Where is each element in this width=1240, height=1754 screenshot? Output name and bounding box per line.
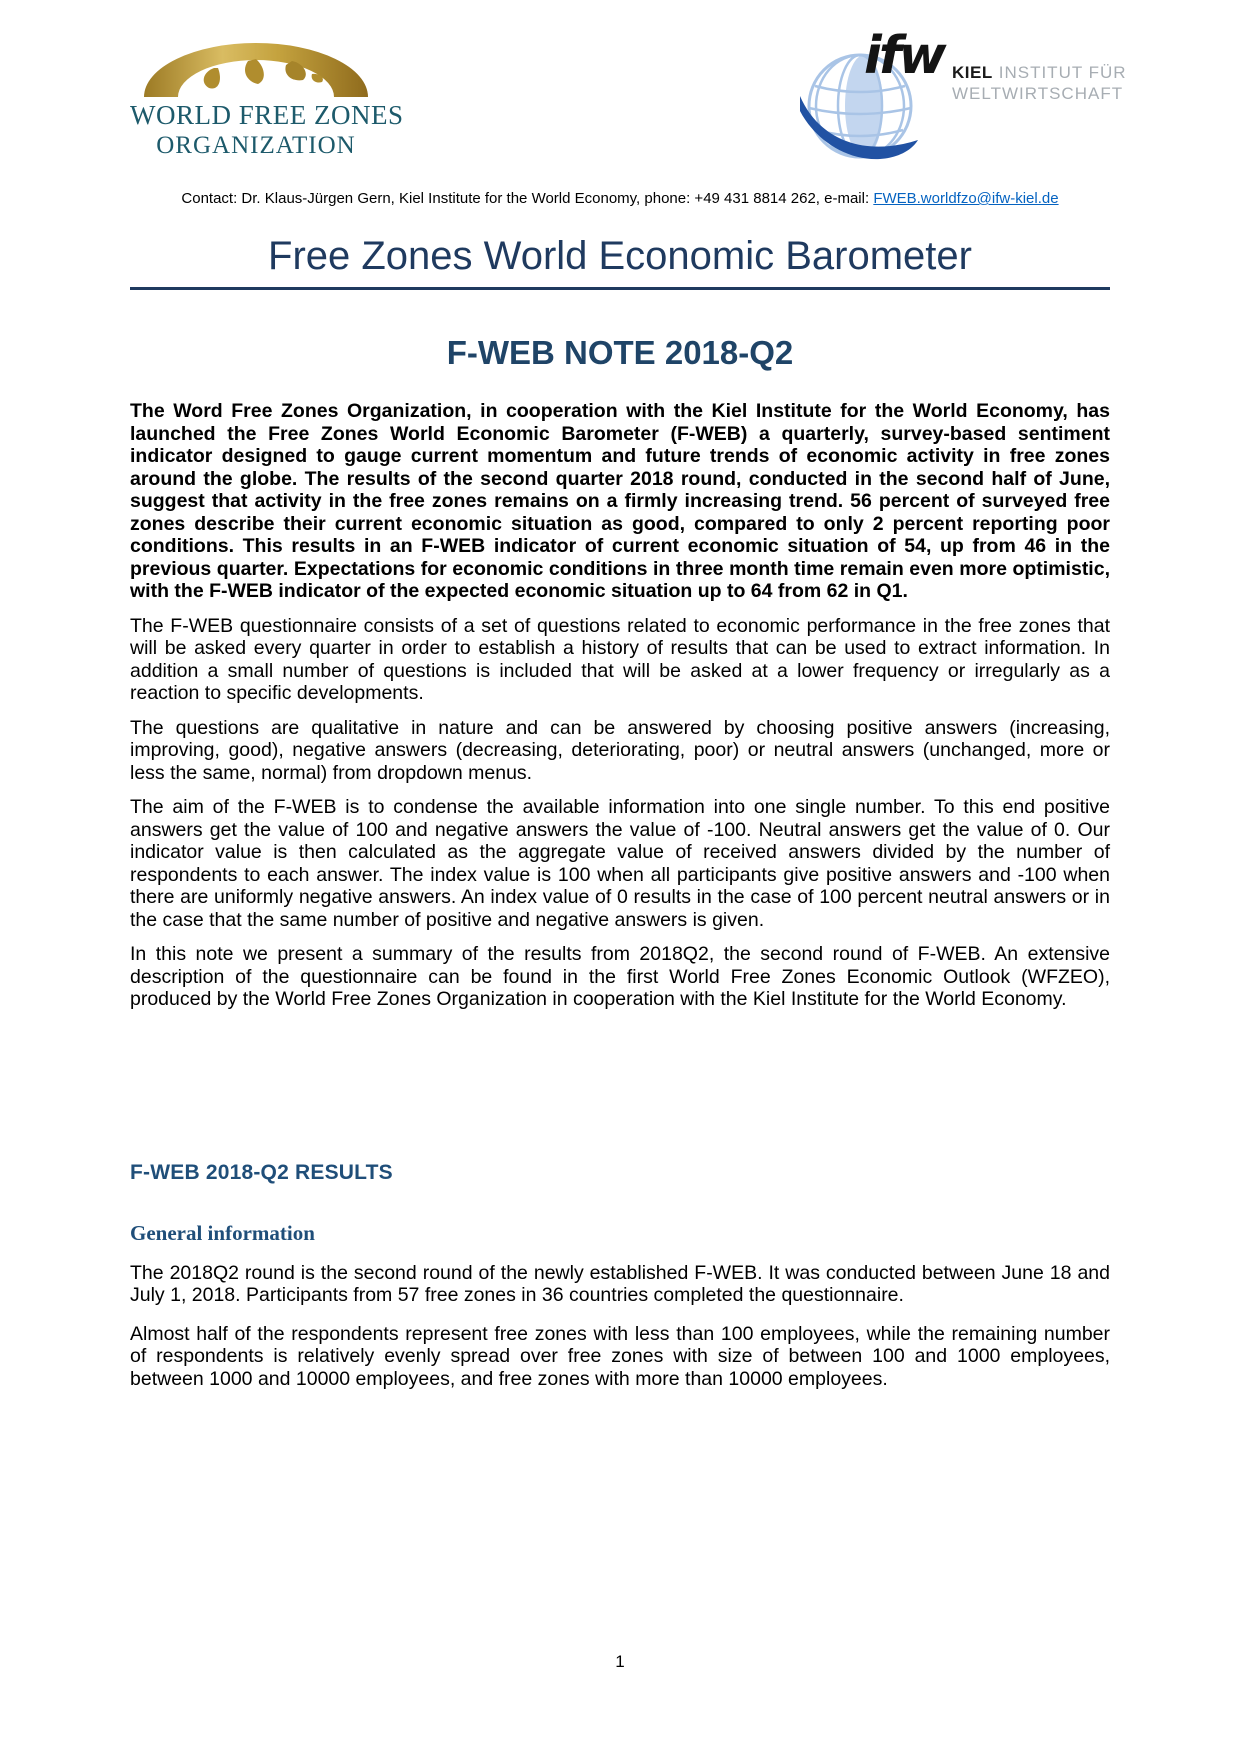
header: [0, 0, 1240, 168]
ifw-text-institut: INSTITUT FÜR: [998, 63, 1127, 82]
wfzo-logo: [130, 40, 404, 160]
results-paragraph-2: Almost half of the respondents represent free zones with less than 100 employees, while the remaining number of respondents is relatively evenly spread over free zones with size of between 100 and 1000 employees, between 1000 and 10000 employees, and free zones with more than 10000 employees.: [130, 1322, 1110, 1390]
note-title: F-WEB NOTE 2018-Q2: [446, 334, 794, 371]
ifw-text-weltwirtschaft: WELTWIRTSCHAFT: [952, 84, 1124, 103]
page-number: 1: [615, 1652, 625, 1671]
ifw-logo-text: [952, 62, 1127, 104]
ifw-wordmark: ifw: [864, 26, 944, 86]
results-paragraph-1: The 2018Q2 round is the second round of the newly established F-WEB. It was conducted between June 18 and July 1, 2018. Participants from 57 free zones in 36 countries completed the questionnaire.: [130, 1261, 1110, 1306]
ifw-logo: [800, 26, 1127, 166]
body-paragraph-4: In this note we present a summary of the results from 2018Q2, the second round of F-WEB. An extensive description of the questionnaire can be found in the first World Free Zones Economic Outlook (WFZEO), produced by the World Free Zones Organization in cooperation with the Kiel Institute for the World Economy.: [130, 943, 1110, 1010]
contact-email-link[interactable]: FWEB.worldfzo@ifw-kiel.de: [873, 190, 1059, 207]
contact-text: Contact: Dr. Klaus-Jürgen Gern, Kiel Institute for the World Economy, phone: +49 431 8814 262, e-mail:: [181, 190, 874, 207]
wfzo-logo-text-line2: ORGANIZATION: [156, 132, 356, 159]
body-text: [130, 400, 1110, 1011]
ifw-text-kiel: KIEL: [952, 63, 993, 82]
contact-line: [0, 190, 1240, 207]
title-divider: [130, 287, 1110, 290]
wfzo-arch-icon: [136, 40, 376, 98]
body-paragraph-3: The aim of the F-WEB is to condense the available information into one single number. To this end positive answers get the value of 100 and negative answers the value of -100. Neutral answers get the value of 0. Our indicator value is then calculated as the aggregate value of received answers divided by the number of respondents to each answer. The index value is 100 when all participants give positive answers and -100 when there are uniformly negative answers. An index value of 0 results in the case of 100 percent neutral answers or in the case that the same number of positive and negative answers is given.: [130, 796, 1110, 931]
wfzo-logo-text-line1: WORLD FREE ZONES: [130, 100, 404, 130]
results-heading: F-WEB 2018-Q2 RESULTS: [130, 1160, 393, 1184]
body-paragraph-2: The questions are qualitative in nature and can be answered by choosing positive answers (increasing, improving, good), negative answers (decreasing, deteriorating, poor) or neutral answers (unchanged, more or less the same, normal) from dropdown menus.: [130, 716, 1110, 784]
lead-paragraph: The Word Free Zones Organization, in cooperation with the Kiel Institute for the World Economy, has launched the Free Zones World Economic Barometer (F-WEB) a quarterly, survey-based sentiment indicator designed to gauge current momentum and future trends of economic activity in free zones around the globe. The results of the second quarter 2018 round, conducted in the second half of June, suggest that activity in the free zones remains on a firmly increasing trend. 56 percent of surveyed free zones describe their current economic situation as good, compared to only 2 percent reporting poor conditions. This results in an F-WEB indicator of current economic situation of 54, up from 46 in the previous quarter. Expectations for economic conditions in three month time remain even more optimistic, with the F-WEB indicator of the expected economic situation up to 64 from 62 in Q1.: [130, 400, 1110, 602]
body-paragraph-1: The F-WEB questionnaire consists of a set of questions related to economic performance in the free zones that will be asked every quarter in order to establish a history of results that can be used to extract information. In addition a small number of questions is included that will be asked at a lower frequency or irregularly as a reaction to specific developments.: [130, 614, 1110, 704]
general-information-subheading: General information: [130, 1220, 315, 1245]
document-title: Free Zones World Economic Barometer: [268, 234, 972, 278]
